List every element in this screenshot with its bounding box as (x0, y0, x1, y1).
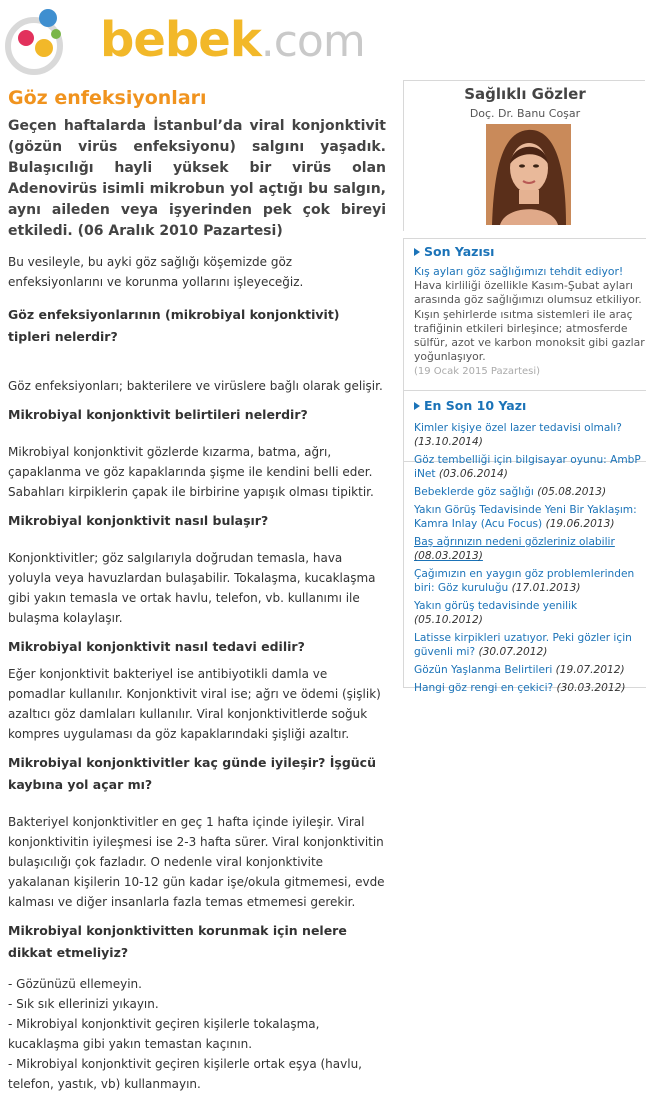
answer-4: Eğer konjonktivit bakteriyel ise antibiyotikli damla ve pomadlar kullanılır. Konjonktivit viral ise; ağrı ve ödemi (şişlik) azaltıcı göz damlaları kullanılır. Viral konjonktivitlerde soğuk kompres uygulaması da göz kapaklarındaki şişliği azaltır. (8, 667, 381, 741)
recent-article-link[interactable]: Bebeklerde göz sağlığı (05.08.2013) (414, 486, 607, 498)
recent-article-link[interactable]: Yakın Görüş Tedavisinde Yeni Bir Yaklaşım: Kamra Inlay (Acu Focus) (19.06.2013) (414, 504, 637, 530)
answer-3: Konjonktivitler; göz salgılarıyla doğrudan temasla, hava yoluyla veya havuzlardan bulaşabilir. Tokalaşma, kucaklaşma gibi yakın temasla ve ortak havlu, telefon, vb. kullanımı ile bulaşma kolaylaşır. (8, 551, 376, 625)
answer-1: Göz enfeksiyonları; bakterilere ve virüslere bağlı olarak gelişir. (8, 379, 383, 393)
answer-5: Bakteriyel konjonktivitler en geç 1 hafta içinde iyileşir. Viral konjonktivitin iyileşmesi ise 2-3 hafta sürer. Viral konjonktivitin bulaşıcılığı çok fazladır. O nedenle viral konjonktivite yakalanan kişilerin 10-12 gün kadar işe/okula gitmemesi, evde kalması ve diğer insanlarla fazla temas etmemesi gerekir. (8, 815, 385, 909)
article-title: Göz enfeksiyonları (8, 87, 207, 109)
answer-2: Mikrobiyal konjonktivit gözlerde kızarma, batma, ağrı, çapaklanma ve göz kapaklarında şişme ile kendini belli eder. Sabahları kirpiklerin çapak ile birbirine yapışık olması tipiktir. (8, 445, 374, 499)
recent-article-link[interactable]: Göz tembelliği için bilgisayar oyunu: AmbP iNet (03.06.2014) (414, 454, 641, 480)
recent-articles-list (404, 417, 646, 695)
latest-article-summary: Hava kirliliği özellikle Kasım-Şubat ayları arasında göz sağlığımızı olumsuz etkiliyor. Kışın şehirlerde ısıtma sistemleri ile araç trafiğinin etkileri birleşince; atmosferde sülfür, azot ve karbon monoksit gibi gazlar yoğunlaşıyor. (414, 279, 645, 364)
question-4: Mikrobiyal konjonktivit nasıl tedavi edilir? (8, 639, 305, 654)
sidebar (403, 80, 645, 694)
recent-article-link[interactable]: Yakın görüş tedavisinde yenilik (05.10.2012) (414, 600, 578, 626)
question-6: Mikrobiyal konjonktivitten korunmak için nelere dikkat etmeliyiz? (8, 923, 347, 960)
question-2: Mikrobiyal konjonktivit belirtileri nelerdir? (8, 407, 308, 422)
logo-mark-icon (4, 4, 94, 76)
recent-article-link[interactable]: Baş ağrınızın nedeni gözleriniz olabilir (08.03.2013) (414, 536, 615, 562)
column-title: Sağlıklı Gözler (464, 85, 586, 103)
question-3: Mikrobiyal konjonktivit nasıl bulaşır? (8, 513, 269, 528)
triangle-right-icon (414, 248, 420, 256)
recent-article-link[interactable]: Çağımızın en yaygın göz problemlerinden biri: Göz kuruluğu (17.01.2013) (414, 568, 635, 594)
latest-article-heading: Son Yazısı (414, 243, 646, 261)
site-logo[interactable] (4, 4, 364, 76)
tip-item: - Mikrobiyal konjonktivit geçiren kişilerle ortak eşya (havlu, telefon, yastık, vb) kullanmayın. (8, 1057, 362, 1091)
recent-article-link[interactable]: Kimler kişiye özel lazer tedavisi olmalı? (13.10.2014) (414, 422, 622, 448)
question-1: Göz enfeksiyonlarının (mikrobiyal konjonktivit) tipleri nelerdir? (8, 307, 340, 344)
question-5: Mikrobiyal konjonktivitler kaç günde iyileşir? İşgücü kaybına yol açar mı? (8, 755, 376, 792)
triangle-right-icon (414, 402, 420, 410)
author-name: Doç. Dr. Banu Coşar (469, 107, 581, 120)
recent-article-link[interactable]: Latisse kirpikleri uzatıyor. Peki gözler için güvenli mi? (30.07.2012) (414, 632, 632, 658)
logo-wordmark: bebek.com (100, 12, 365, 68)
author-profile (403, 80, 645, 231)
tip-item: - Mikrobiyal konjonktivit geçiren kişilerle tokalaşma, kucaklaşma gibi yakın temastan kaçının. (8, 1017, 320, 1051)
recent-articles-heading: En Son 10 Yazı (414, 397, 646, 415)
article-lead: Geçen haftalarda İstanbul’da viral konjonktivit (gözün virüs enfeksiyonu) salgını yaşadık. Bulaşıcılığı hayli yüksek bir virüs olan Adenovirüs isimli mikrobun yol açtığı bu salgın, aynı aileden veya işyerinden pek çok bireyi etkiledi. (06 Aralık 2010 Pazartesi) (8, 118, 386, 239)
recent-articles-box (403, 390, 646, 694)
recent-article-link[interactable]: Gözün Yaşlanma Belirtileri (19.07.2012) (414, 664, 625, 676)
latest-article-date: (19 Ocak 2015 Pazartesi) (414, 365, 541, 377)
tip-item: - Gözünüzü ellemeyin. (8, 977, 142, 991)
latest-article-link[interactable]: Kış ayları göz sağlığımızı tehdit ediyor! (414, 265, 624, 278)
tip-item: - Sık sık ellerinizi yıkayın. (8, 997, 159, 1011)
recent-article-link[interactable]: Hangi göz rengi en çekici? (30.03.2012) (414, 682, 626, 694)
article (8, 86, 386, 1094)
article-intro: Bu vesileyle, bu ayki göz sağlığı köşemizde göz enfeksiyonlarını ve korunma yollarını işleyeceğiz. (8, 255, 304, 289)
author-photo (486, 124, 571, 225)
